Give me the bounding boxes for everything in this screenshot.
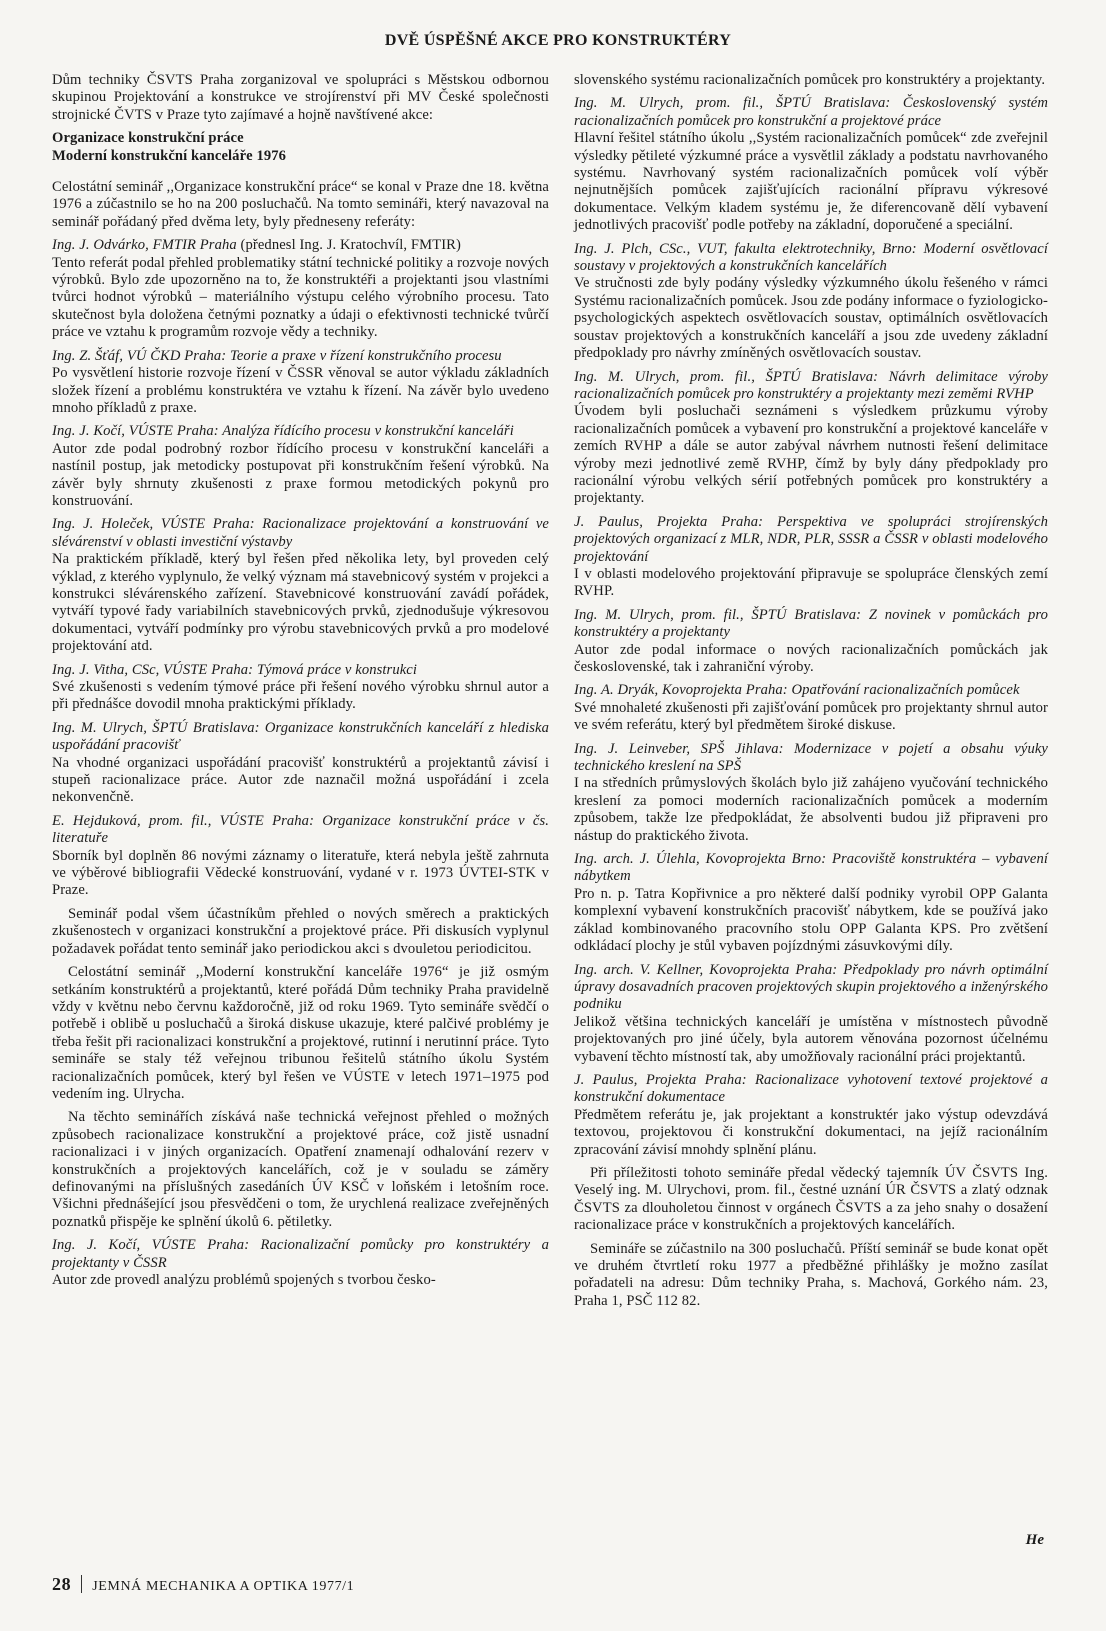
speaker-and-topic: Ing. M. Ulrych, prom. fil., ŠPTÚ Bratislava: Návrh delimitace výroby racionalizačních pomůcek pro konstruktéry a projektanty mezi zeměmi RVHP <box>574 368 1048 402</box>
lecture-title <box>574 1072 1048 1107</box>
body-paragraph: Hlavní řešitel státního úkolu ,,Systém racionalizačních pomůcek“ zde zveřejnil výsledky pětileté výzkumné práce a vysvětlil základy a podstatu navrhovaného systému. Navrhovaný systém racionalizačních pomůcek volí výběr nejnutnějších pomůcek zajišťujících racionální přípravu výkresové dokumentace. Velkým kladem systému je, že diferencovaně dělí vybavení jednotlivých pracovišť podle potřeby na základní, doporučené a speciální. <box>574 130 1048 234</box>
body-paragraph: Na těchto seminářích získává naše technická veřejnost přehled o možných způsobech racionalizace konstrukční a projektové práce, což jistě usnadní racionalizaci i v jiných organizacích. Opatření znamenají odhalování rezerv v konstrukčních a projektových kancelářích, což je v souladu se záměry definovanými na příslušných zasedáních ÚV KSČ v loňském i letošním roce. Všichni přednášející jsou přesvědčeni o tom, že urychlená realizace zveřejněných poznatků přispěje ke splnění úkolů 6. pětiletky. <box>52 1109 549 1230</box>
speaker-and-topic: Ing. J. Kočí, VÚSTE Praha: Racionalizační pomůcky pro konstruktéry a projektanty v ČSSR <box>52 1237 549 1271</box>
body-paragraph: Své mnohaleté zkušenosti při zajišťování pomůcek pro projektanty shrnul autor ve svém referátu, který byl předmětem široké diskuse. <box>574 699 1048 734</box>
body-paragraph: Na vhodné organizaci uspořádání pracovišť konstruktérů a projektantů závisí i stupeň racionalizace práce. Autor zde naznačil možná uspořádání i zcela nekonvenčně. <box>52 754 549 806</box>
footer-divider <box>81 1575 82 1593</box>
body-paragraph: slovenského systému racionalizačních pomůcek pro konstruktéry a projektanty. <box>574 72 1046 88</box>
lecture-title <box>574 607 1048 642</box>
lecture-title <box>574 741 1048 776</box>
section-heading: Organizace konstrukční práce <box>52 130 244 147</box>
lecture-title <box>52 1237 549 1272</box>
body-paragraph: Tento referát podal přehled problematiky státní technické politiky a rozvoje nových výrobků. Bylo zde upozorněno na to, že konstruktéři a projektanti jsou vlastními tvůrci hodnot výrobků – materiálního výstupu celého výrobního procesu. Tato skutečnost byla doložena četnými poznatky a údaji o efektivnosti technické tvůrčí práce ve vztahu k programům rozvoje vědy a techniky. <box>52 254 549 341</box>
speaker-and-topic: J. Paulus, Projekta Praha: Racionalizace vyhotovení textové projektové a konstrukční dokumentace <box>574 1071 1048 1106</box>
speaker-and-topic: J. Paulus, Projekta Praha: Perspektiva ve spolupráci strojírenských projektových organizací z MLR, NDR, PLR, SSSR a ČSSR v oblasti modelového projektování <box>574 513 1048 565</box>
body-paragraph: Sborník byl doplněn 86 novými záznamy o literatuře, která nebyla ještě zahrnuta ve výběrové bibliografii Vědecké konstruování, vydané v r. 1973 ÚVTEI-STK v Praze. <box>52 847 549 899</box>
body-paragraph: I na středních průmyslových školách bylo již zahájeno vyučování technického kreslení za pomoci moderních racionalizačních pomůcek a moderním způsobem, takže lze předpokládat, že absolventi budou již připraveni pro nástup do praktického života. <box>574 775 1048 844</box>
lecture-title <box>574 514 1048 566</box>
lecture-title <box>52 348 549 365</box>
lecture-title <box>574 851 1048 886</box>
speaker-and-topic: Ing. M. Ulrych, prom. fil., ŠPTÚ Bratislava: Československý systém racionalizačních pomůcek pro konstrukční a projektové práce <box>574 95 1048 129</box>
body-paragraph: Celostátní seminář ,,Organizace konstrukční práce“ se konal v Praze dne 18. května 1976 a zúčastnilo se ho na 200 posluchačů. Na tomto semináři, který navazoval na seminář pořádaný před dvěma lety, byly předneseny referáty: <box>52 179 549 230</box>
speaker-and-topic: Ing. M. Ulrych, prom. fil., ŠPTÚ Bratislava: Z novinek v pomůckách pro konstruktéry a projektanty <box>574 606 1048 641</box>
lecture-title <box>52 516 549 551</box>
body-paragraph: Po vysvětlení historie rozvoje řízení v ČSSR věnoval se autor výkladu základních složek řízení a problému konstruktéra ve vztahu k řízení. Na závěr bylo uvedeno mnoho příkladů z praxe. <box>52 365 549 416</box>
speaker-and-topic: Ing. J. Holeček, VÚSTE Praha: Racionalizace projektování a konstruování ve slévárenství v oblasti investiční výstavby <box>52 516 549 550</box>
right-column <box>574 72 1048 1316</box>
body-paragraph: Jelikož většina technických kanceláří je umístěna v místnostech původně projektovaných pro jiné účely, byla autorem věnována pozornost účelnému vybavení těchto místností tak, aby umožňovaly racionální práci projektantů. <box>574 1013 1048 1065</box>
speaker-and-topic: Ing. arch. V. Kellner, Kovoprojekta Praha: Předpoklady pro návrh optimální úpravy dosavadních pracoven projektových skupin projektového a inženýrského podniku <box>574 961 1048 1013</box>
speaker-and-topic: E. Hejduková, prom. fil., VÚSTE Praha: Organizace konstrukční práce v čs. literatuře <box>52 812 549 847</box>
left-column <box>52 72 549 1295</box>
speaker-and-topic: Ing. M. Ulrych, ŠPTÚ Bratislava: Organizace konstrukčních kanceláří z hlediska uspořádání pracovišť <box>52 719 549 754</box>
lecture-title <box>574 369 1048 404</box>
lecture-title <box>574 241 1048 276</box>
body-paragraph: Celostátní seminář ,,Moderní konstrukční kanceláře 1976“ je již osmým setkáním konstruktérů a projektantů, které pořádá Dům techniky Praha pravidelně vždy v květnu nebo červnu každoročně, již od roku 1969. Tyto semináře svědčí o potřebě i oblibě u posluchačů a široká diskuse ukazuje, které palčivé problémy je třeba řešit při racionalizaci konstrukční a projektové, rutinní i nerutinní práce. Tyto semináře se staly též veřejnou tribunou řešitelů státního úkolu Systém racionalizačních pomůcek, který byl řešen ve VÚSTE v letech 1971–1975 pod vedením ing. Ulrycha. <box>52 964 549 1102</box>
lecture-title <box>574 95 1048 130</box>
lecture-title <box>52 662 549 679</box>
speaker-and-topic: Ing. J. Plch, CSc., VUT, fakulta elektrotechniky, Brno: Moderní osvětlovací soustavy v projektových a konstrukčních kancelářích <box>574 240 1048 275</box>
body-paragraph: Na praktickém příkladě, který byl řešen před několika lety, byl proveden celý výklad, z kterého vyplynulo, že velký význam má stavebnicový systém v projekci a konstrukci slévárenského zařízení. Stavebnicové konstruování zavádí pořádek, vytváří typové řady variabilních stavebnicových prvků, zjednodušuje výkresovou dokumentaci, vytváří podmínky pro výrobu stavebnicových prvků a pro modelové projektování atd. <box>52 551 549 655</box>
body-paragraph: Seminář podal všem účastníkům přehled o nových směrech a praktických zkušenostech v organizaci konstrukční a projektové práce. Při diskusích vyplynul požadavek pořádat tento seminář jako periodickou akci s dvouletou periodicitou. <box>52 905 549 957</box>
journal-name: JEMNÁ MECHANIKA A OPTIKA 1977/1 <box>92 1579 355 1594</box>
speaker-and-topic: Ing. J. Kočí, VÚSTE Praha: Analýza řídícího procesu v konstrukční kanceláři <box>52 423 514 440</box>
body-paragraph: Autor zde provedl analýzu problémů spojených s tvorbou česko- <box>52 1272 436 1288</box>
author-signature: He <box>1025 1532 1044 1548</box>
section-heading: Moderní konstrukční kanceláře 1976 <box>52 147 287 164</box>
body-paragraph: Pro n. p. Tatra Kopřivnice a pro některé další podniky vyrobil OPP Galanta komplexní vybavení konstrukčních pracovišť nábytkem, kde se používá jako základ kombinovaného pracovního stolu OPP Galanta KPS. Pro zvětšení odkládací plochy je stůl vybaven pojízdnými zásuvkovými díly. <box>574 885 1048 955</box>
speaker-and-topic: Ing. J. Leinveber, SPŠ Jihlava: Modernizace v pojetí a obsahu výuky technického kreslení na SPŠ <box>574 740 1048 775</box>
body-paragraph: Své zkušenosti s vedením týmové práce při řešení nového výrobku shrnul autor a při přednášce dovodil mnoha praktickými příklady. <box>52 679 549 713</box>
body-paragraph: Předmětem referátu je, jak projektant a konstruktér jako výstup odevzdává textovou, projektovou či konstrukční dokumentaci, na jejíž racionálním zpracování závisí mnohdy splnění plánu. <box>574 1106 1048 1158</box>
lecture-title <box>52 813 549 848</box>
speaker-note: (přednesl Ing. J. Kratochvíl, FMTIR) <box>236 237 461 254</box>
speaker-and-topic: Ing. Z. Šťáf, VÚ ČKD Praha: Teorie a praxe v řízení konstrukčního procesu <box>52 347 502 364</box>
lecture-title <box>52 237 549 254</box>
body-paragraph: Ve stručnosti zde byly podány výsledky výzkumného úkolu řešeného v rámci Systému racionalizačních pomůcek. Jsou zde podány informace o fyziologicko-psychologických aspektech osvětlovacích soustav, optimálních osvětlovacích soustav projektových a konstrukčních kanceláří a jsou zde uvedeny základní předpoklady pro návrhy zmíněných osvětlovacích soustav. <box>574 275 1048 362</box>
lecture-title <box>574 962 1048 1014</box>
body-paragraph: Při příležitosti tohoto semináře předal vědecký tajemník ÚV ČSVTS Ing. Veselý ing. M. Ulrychovi, prom. fil., čestné uznání ÚR ČSVTS a zlatý odznak ČSVTS za dlouholetou činnost v orgánech ČSVTS a za jeho snahy o dosažení racionalizace práce v konstrukčních a projektových kancelářích. <box>574 1164 1048 1234</box>
page-footer <box>52 1574 354 1595</box>
speaker-and-topic: Ing. A. Dryák, Kovoprojekta Praha: Opatřování racionalizačních pomůcek <box>574 682 1020 699</box>
body-paragraph: Autor zde podal podrobný rozbor řídícího procesu v konstrukční kanceláři a nastínil postup, jak metodicky postupovat při konstrukčním řešení výrobků. Na závěr byly shrnuty zkušenosti z praxe formou metodických pokynů pro konstruování. <box>52 440 549 509</box>
body-paragraph: Úvodem byli posluchači seznámeni s výsledkem průzkumu výroby racionalizačních pomůcek a vybavení pro konstrukční a projektové kanceláře v zemích RVHP a dále se autor zabýval návrhem nutnosti řešení delimitace výroby mezi jednotlivé země RVHP, čímž by byly dány předpoklady pro racionální výrobu velkých sérií potřebných pomůcek pro konstruktéry a projektanty. <box>574 403 1048 507</box>
speaker-and-topic: Ing. arch. J. Úlehla, Kovoprojekta Brno: Pracoviště konstruktéra – vybavení nábytkem <box>574 851 1048 885</box>
article-title: DVĚ ÚSPĚŠNÉ AKCE PRO KONSTRUKTÉRY <box>384 32 732 49</box>
body-paragraph: Semináře se zúčastnilo na 300 posluchačů. Příští seminář se bude konat opět ve druhém čtvrtletí roku 1977 a předběžné přihlášky je možno zasílat pořadateli na adresu: Dům techniky Praha, s. Machová, Gorkého nám. 23, Praha 1, PSČ 112 82. <box>574 1240 1048 1309</box>
speaker-and-topic: Ing. J. Odvárko, FMTIR Praha <box>52 237 237 254</box>
body-paragraph: Dům techniky ČSVTS Praha zorganizoval ve spolupráci s Městskou odbornou skupinou Projektování a konstrukce ve strojírenství při MV České společnosti strojnické ČVTS v Praze tyto zajímavé a hojně navštívené akce: <box>52 72 549 123</box>
speaker-and-topic: Ing. J. Vitha, CSc, VÚSTE Praha: Týmová práce v konstrukci <box>52 661 418 678</box>
lecture-title <box>52 423 549 440</box>
body-paragraph: I v oblasti modelového projektování připravuje se spolupráce členských zemí RVHP. <box>574 565 1048 600</box>
body-paragraph: Autor zde podal informace o nových racionalizačních pomůckách jak československé, tak i zahraniční výroby. <box>574 641 1048 675</box>
lecture-title <box>52 720 549 755</box>
lecture-title <box>574 682 1048 699</box>
page-number: 28 <box>52 1574 72 1594</box>
